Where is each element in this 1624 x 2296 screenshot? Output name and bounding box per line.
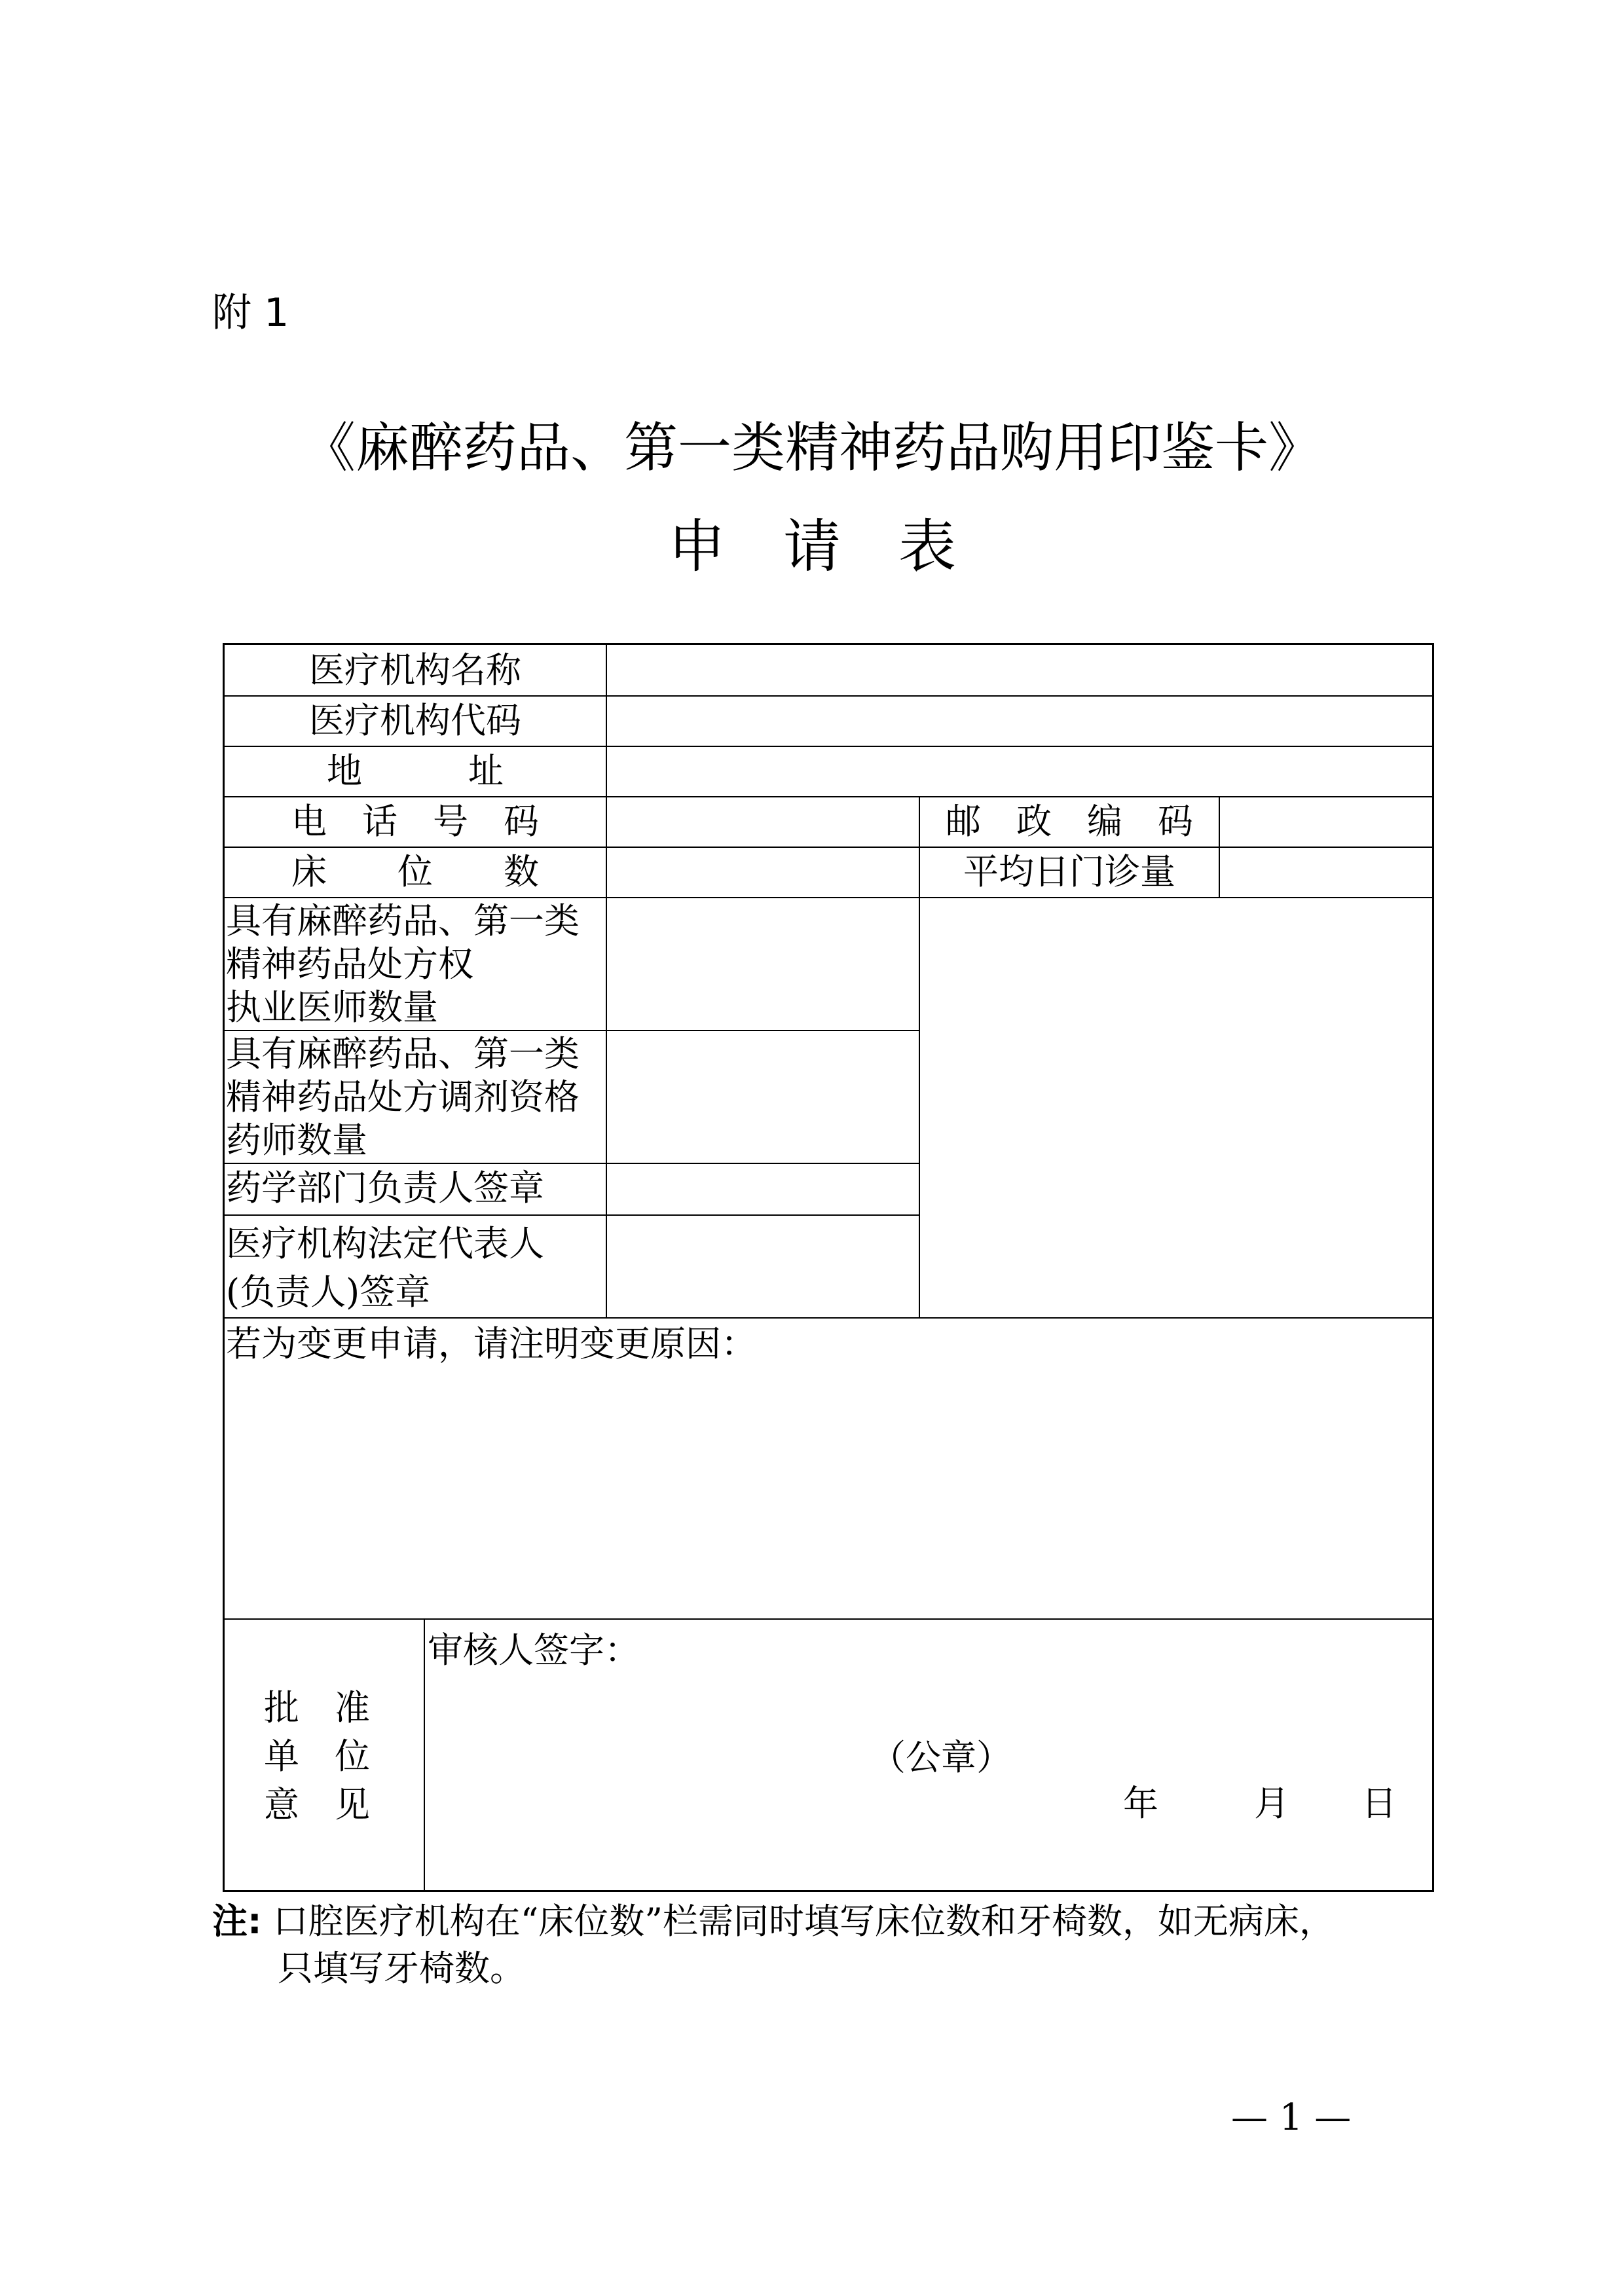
footnote-line1: 口腔医疗机构在“床位数”栏需同时填写床位数和牙椅数，如无病床， — [261, 1901, 1335, 1942]
institution-name-label: 医疗机构名称 — [309, 649, 521, 691]
footnote — [212, 1899, 1443, 1944]
institution-code-field[interactable] — [607, 695, 1434, 746]
physicians-label-line2: 精神药品处方权 — [226, 943, 473, 985]
reviewer-signature-label: 审核人签字： — [428, 1630, 640, 1671]
beds-field[interactable] — [607, 847, 919, 897]
official-seal-label: （公章） — [870, 1737, 1012, 1778]
page-number: — 1 — — [1231, 2096, 1352, 2139]
change-reason-label: 若为变更申请，请注明变更原因： — [226, 1323, 756, 1364]
pharmacists-label — [225, 1030, 606, 1163]
pharmacy-head-signature-field[interactable] — [607, 1163, 919, 1214]
address-field[interactable] — [607, 746, 1434, 796]
outpatient-field[interactable] — [1220, 847, 1434, 897]
page-title: 《麻醉药品、第一类精神药品购用印鉴卡》 — [301, 417, 1322, 479]
pharmacy-head-label: 药学部门负责人签章 — [226, 1167, 544, 1209]
postcode-field[interactable] — [1220, 796, 1434, 847]
annex-label: 附 1 — [212, 290, 289, 336]
seal-area — [920, 897, 1434, 1317]
legal-rep-signature-field[interactable] — [607, 1214, 919, 1317]
postcode-label: 邮 政 编 码 — [946, 800, 1193, 842]
approval-label-line3: 意 见 — [264, 1784, 370, 1825]
physicians-label-line3: 执业医师数量 — [226, 987, 438, 1028]
approval-opinion-field[interactable] — [425, 1620, 1434, 1892]
outpatient-label: 平均日门诊量 — [963, 850, 1175, 892]
change-reason-field[interactable] — [225, 1317, 1434, 1618]
pharmacists-label-line1: 具有麻醉药品、第一类 — [226, 1033, 580, 1074]
date-month-label: 月 — [1254, 1783, 1289, 1824]
approval-label-line1: 批 准 — [264, 1687, 370, 1728]
physicians-field[interactable] — [607, 897, 919, 1030]
physicians-label-line1: 具有麻醉药品、第一类 — [226, 900, 580, 941]
page-subtitle: 申 请 表 — [667, 513, 956, 580]
pharmacists-field[interactable] — [607, 1030, 919, 1163]
pharmacists-label-line2: 精神药品处方调剂资格 — [226, 1076, 580, 1118]
footnote-head: 注: — [212, 1901, 262, 1942]
approval-label — [264, 1684, 408, 1828]
pharmacists-label-line3: 药师数量 — [226, 1120, 367, 1161]
legal-rep-label-line2: (负责人)签章 — [226, 1271, 431, 1313]
application-form — [223, 643, 1434, 1892]
institution-name-field[interactable] — [607, 645, 1434, 695]
address-label: 地 址 — [327, 750, 504, 792]
physicians-label — [225, 897, 606, 1030]
approval-label-line2: 单 位 — [264, 1736, 370, 1777]
legal-rep-label-line1: 医疗机构法定代表人 — [226, 1223, 544, 1264]
institution-code-label: 医疗机构代码 — [309, 699, 521, 741]
legal-rep-label — [225, 1214, 606, 1317]
footnote-line2: 只填写牙椅数。 — [278, 1948, 525, 1989]
phone-field[interactable] — [607, 796, 919, 847]
phone-label: 电 话 号 码 — [291, 800, 539, 842]
beds-label: 床 位 数 — [291, 850, 539, 892]
date-day-label: 日 — [1361, 1783, 1397, 1824]
date-year-label: 年 — [1123, 1783, 1158, 1824]
